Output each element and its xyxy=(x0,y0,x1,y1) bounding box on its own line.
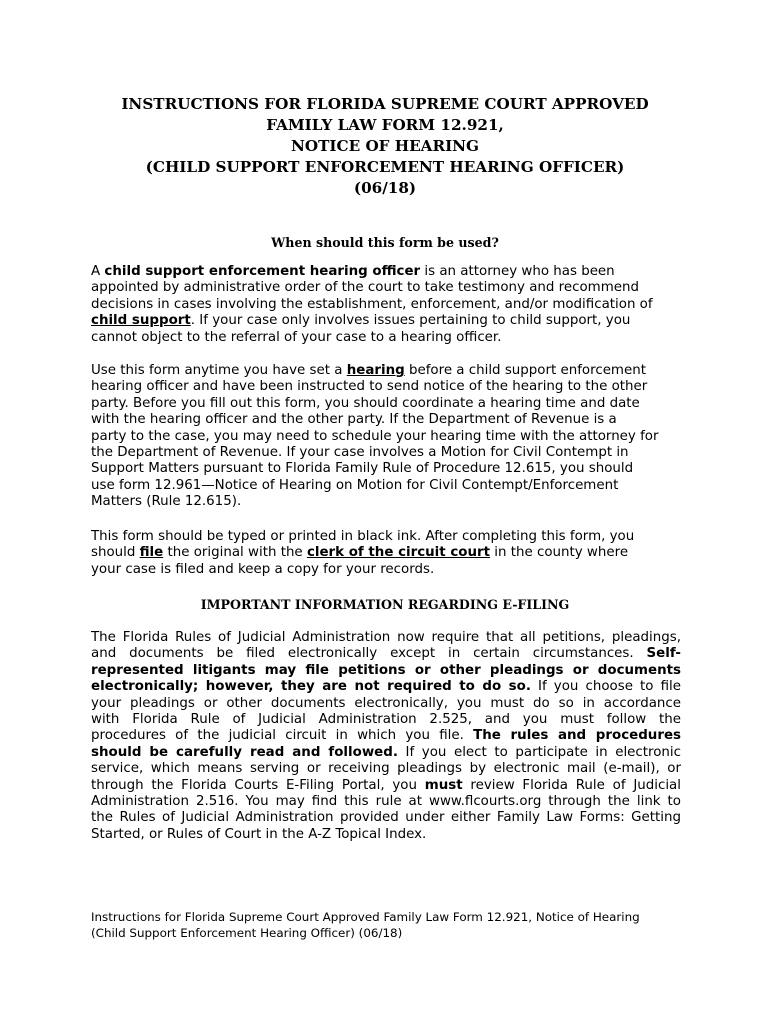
paragraph-when-to-use: Use this form anytime you have set a hearing before a child support enforcement hearing officer and have been instructed to send notice of the hearing to the other party. Before you fill out this form, you should coordinate a hearing time and date with the hearing officer and the other party. If the Department of Revenue is a party to the case, you may need to schedule your hearing time with the attorney for the Department of Revenue. If your case involves a Motion for Civil Contempt in Support Matters pursuant to Florida Family Rule of Procedure 12.615, you should use form 12.961—Notice of Hearing on Motion for Civil Contempt/Enforcement Matters (Rule 12.615). xyxy=(91,363,659,510)
paragraph-hearing-officer: A child support enforcement hearing officer is an attorney who has been appointed by administrative order of the court to take testimony and recommend decisions in cases involving the establishment, enforcement, and/or modification of child support. If your case only involves issues pertaining to child support, you cannot object to the referral of your case to a hearing officer. xyxy=(91,264,653,345)
title-line: (CHILD SUPPORT ENFORCEMENT HEARING OFFICER) xyxy=(145,158,625,176)
term-clerk: clerk of the circuit court xyxy=(306,545,491,561)
footer-line: (Child Support Enforcement Hearing Officer) (06/18) xyxy=(91,925,403,940)
term-hearing: hearing xyxy=(346,363,405,378)
paragraph-efiling: The Florida Rules of Judicial Administration now require that all petitions, pleadings, and documents be filed electronically except in certain circumstances. Self- represented litigants may file petitions or other pleadings or documents electronically; however, they are not required to do so. If you choose to file your pleadings or other documents electronically, you must do so in accordance with Florida Rule of Judicial Administration 2.525, and you must follow the procedures of the judicial circuit in which you file. The rules and procedures should be carefully read and followed. If you elect to participate in electronic service, which means serving or receiving pleadings by electronic mail (e-mail), or through the Florida Courts E-Filing Portal, you must review Florida Rule of Judicial Administration 2.516. You may find this rule at www.flcourts.org through the link to the Rules of Judicial Administration provided under either Family Law Forms: Getting Started, or Rules of Court in the A-Z Topical Index. xyxy=(91,630,682,842)
footer-line: Instructions for Florida Supreme Court Approved Family Law Form 12.921, Notice of Hearing xyxy=(91,910,640,924)
title-line: FAMILY LAW FORM 12.921, xyxy=(266,116,504,134)
paragraph-filing: This form should be typed or printed in black ink. After completing this form, you should file the original with the clerk of the circuit court in the county where your case is filed and keep a copy for your records. xyxy=(91,529,635,577)
title-line: (06/18) xyxy=(353,179,417,197)
document-title xyxy=(90,94,680,199)
term-child-support: child support xyxy=(91,313,191,329)
term-file: file xyxy=(139,545,164,561)
title-line: INSTRUCTIONS FOR FLORIDA SUPREME COURT APPROVED xyxy=(121,95,649,113)
page-footer xyxy=(91,910,691,941)
section-heading-usage: When should this form be used? xyxy=(271,235,499,250)
term-hearing-officer: child support enforcement hearing officer xyxy=(104,264,421,279)
section-heading-efiling: IMPORTANT INFORMATION REGARDING E-FILING xyxy=(200,597,570,612)
title-line: NOTICE OF HEARING xyxy=(290,137,480,155)
